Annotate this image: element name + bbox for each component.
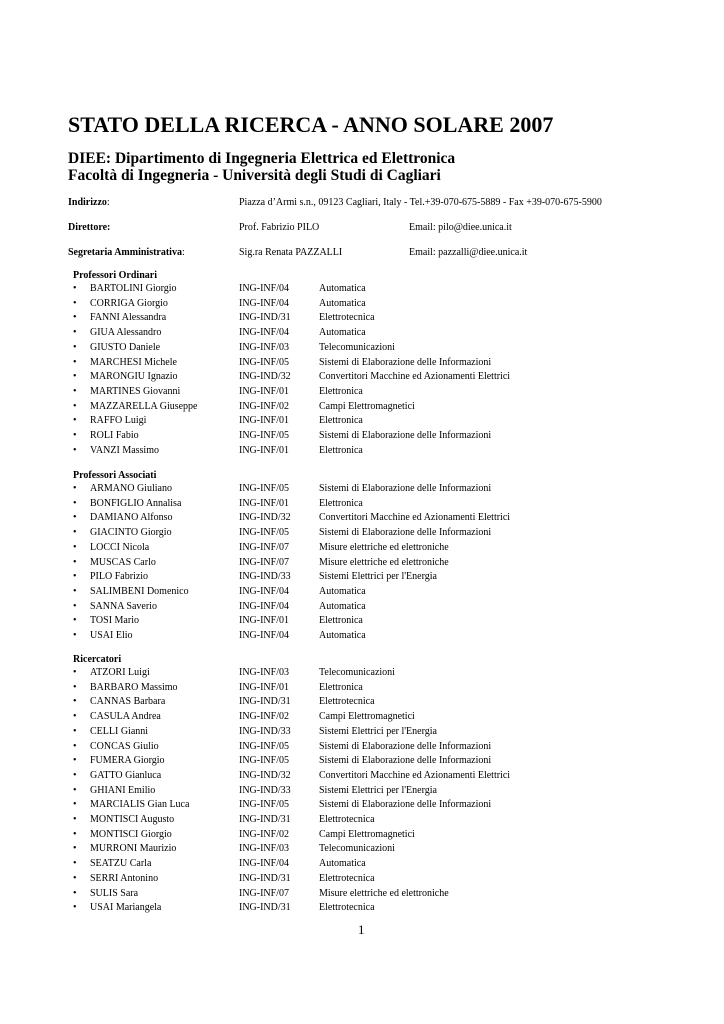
bullet-icon: • xyxy=(73,887,77,899)
address-label: Indirizzo: xyxy=(68,197,110,208)
research-area: Misure elettriche ed elettroniche xyxy=(319,556,449,568)
sector-code: ING-INF/01 xyxy=(239,385,289,397)
person-name: TOSI Mario xyxy=(90,615,139,627)
person-name: GIUSTO Daniele xyxy=(90,341,161,353)
person-name: CELLI Gianni xyxy=(90,725,149,737)
person-name: MONTISCI Augusto xyxy=(90,814,175,825)
bullet-icon: • xyxy=(73,585,77,597)
list-item xyxy=(73,401,633,415)
bullet-icon: • xyxy=(73,740,77,752)
person-name: MARCHESI Michele xyxy=(90,356,177,368)
sector-code: ING-INF/03 xyxy=(239,667,289,678)
list-item xyxy=(73,483,633,497)
research-area: Elettrotecnica xyxy=(319,696,375,708)
research-area: Sistemi Elettrici per l'Energia xyxy=(319,725,437,737)
list-item xyxy=(73,357,633,371)
research-area: Campi Elettromagnetici xyxy=(319,828,415,840)
person-name: FANNI Alessandra xyxy=(90,312,167,324)
research-area: Sistemi di Elaborazione delle Informazioni xyxy=(319,483,492,494)
bullet-icon: • xyxy=(73,527,77,539)
bullet-icon: • xyxy=(73,615,77,627)
sector-code: ING-INF/07 xyxy=(239,556,289,568)
research-area: Campi Elettromagnetici xyxy=(319,400,415,412)
sector-code: ING-IND/32 xyxy=(239,371,291,383)
list-item xyxy=(73,312,633,326)
research-area: Telecomunicazioni xyxy=(319,843,395,855)
list-item xyxy=(73,571,633,585)
bullet-icon: • xyxy=(73,600,77,612)
person-name: RAFFO Luigi xyxy=(90,415,147,427)
person-name: BARTOLINI Giorgio xyxy=(90,283,177,294)
sector-code: ING-INF/03 xyxy=(239,341,289,353)
person-name: GIACINTO Giorgio xyxy=(90,527,172,539)
director-name: Prof. Fabrizio PILO xyxy=(239,222,320,233)
person-name: BONFIGLIO Annalisa xyxy=(90,497,182,509)
research-area: Elettronica xyxy=(319,497,363,509)
bullet-icon: • xyxy=(73,872,77,884)
list-item xyxy=(73,755,633,769)
person-name: GIUA Alessandro xyxy=(90,327,162,339)
department-name: DIEE: Dipartimento di Ingegneria Elettrica ed Elettronica xyxy=(68,150,456,167)
person-name: MUSCAS Carlo xyxy=(90,556,156,568)
sector-code: ING-INF/01 xyxy=(239,681,289,693)
secretary-email: Email: pazzalli@diee.unica.it xyxy=(409,247,528,258)
list-item xyxy=(73,557,633,571)
director-email: Email: pilo@diee.unica.it xyxy=(409,222,512,233)
person-name: CANNAS Barbara xyxy=(90,696,166,708)
research-area: Campi Elettromagnetici xyxy=(319,711,415,723)
sector-code: ING-INF/05 xyxy=(239,755,289,767)
section-heading: Ricercatori xyxy=(73,654,122,665)
list-item xyxy=(73,415,633,429)
bullet-icon: • xyxy=(73,784,77,796)
list-item xyxy=(73,858,633,872)
person-name: ATZORI Luigi xyxy=(90,667,150,678)
list-item xyxy=(73,512,633,526)
bullet-icon: • xyxy=(73,312,77,324)
research-area: Elettronica xyxy=(319,385,363,397)
research-area: Elettronica xyxy=(319,681,363,693)
research-area: Sistemi di Elaborazione delle Informazioni xyxy=(319,527,492,539)
person-name: LOCCI Nicola xyxy=(90,541,150,553)
bullet-icon: • xyxy=(73,902,77,914)
list-item xyxy=(73,888,633,902)
person-name: USAI Mariangela xyxy=(90,902,162,914)
bullet-icon: • xyxy=(73,725,77,737)
person-name: SANNA Saverio xyxy=(90,600,157,612)
bullet-icon: • xyxy=(73,415,77,427)
person-name: GHIANI Emilio xyxy=(90,784,156,796)
sector-code: ING-INF/02 xyxy=(239,828,289,840)
person-name: MARCIALIS Gian Luca xyxy=(90,799,190,811)
director-label: Direttore: xyxy=(68,222,111,233)
sector-code: ING-INF/05 xyxy=(239,483,289,494)
person-name: MONTISCI Giorgio xyxy=(90,828,172,840)
faculty-name: Facoltà di Ingegneria - Università degli Studi di Cagliari xyxy=(68,167,441,184)
bullet-icon: • xyxy=(73,283,77,294)
list-item xyxy=(73,371,633,385)
bullet-icon: • xyxy=(73,828,77,840)
research-area: Automatica xyxy=(319,283,366,294)
list-item xyxy=(73,542,633,556)
bullet-icon: • xyxy=(73,497,77,509)
sector-code: ING-IND/31 xyxy=(239,696,291,708)
bullet-icon: • xyxy=(73,696,77,708)
person-name: PILO Fabrizio xyxy=(90,571,149,583)
sector-code: ING-INF/01 xyxy=(239,497,289,509)
research-area: Convertitori Macchine ed Azionamenti Elettrici xyxy=(319,512,511,524)
bullet-icon: • xyxy=(73,327,77,339)
list-item xyxy=(73,843,633,857)
sector-code: ING-INF/03 xyxy=(239,843,289,855)
list-item xyxy=(73,342,633,356)
bullet-icon: • xyxy=(73,858,77,870)
person-name: FUMERA Giorgio xyxy=(90,755,165,767)
research-area: Sistemi di Elaborazione delle Informazioni xyxy=(319,356,492,368)
research-area: Convertitori Macchine ed Azionamenti Elettrici xyxy=(319,371,511,383)
bullet-icon: • xyxy=(73,430,77,441)
sector-code: ING-INF/04 xyxy=(239,283,289,294)
bullet-icon: • xyxy=(73,483,77,494)
research-area: Elettronica xyxy=(319,415,363,427)
list-item xyxy=(73,615,633,629)
list-item xyxy=(73,829,633,843)
list-item xyxy=(73,327,633,341)
list-item xyxy=(73,799,633,813)
person-name: SALIMBENI Domenico xyxy=(90,585,189,597)
list-item xyxy=(73,630,633,644)
person-name: BARBARO Massimo xyxy=(90,681,178,693)
research-area: Elettrotecnica xyxy=(319,312,375,324)
bullet-icon: • xyxy=(73,385,77,397)
research-area: Automatica xyxy=(319,585,366,597)
research-area: Elettrotecnica xyxy=(319,902,375,914)
list-item xyxy=(73,527,633,541)
research-area: Automatica xyxy=(319,858,366,870)
list-item xyxy=(73,430,633,444)
bullet-icon: • xyxy=(73,444,77,456)
research-area: Elettrotecnica xyxy=(319,814,375,825)
sector-code: ING-INF/01 xyxy=(239,615,289,627)
sector-code: ING-INF/04 xyxy=(239,630,289,641)
research-area: Telecomunicazioni xyxy=(319,667,395,678)
page-title: STATO DELLA RICERCA - ANNO SOLARE 2007 xyxy=(68,112,554,137)
person-name: VANZI Massimo xyxy=(90,444,159,456)
list-item xyxy=(73,873,633,887)
bullet-icon: • xyxy=(73,512,77,524)
sector-code: ING-INF/02 xyxy=(239,711,289,723)
sector-code: ING-INF/05 xyxy=(239,430,289,441)
person-name: MURRONI Maurizio xyxy=(90,843,177,855)
person-name: MARONGIU Ignazio xyxy=(90,371,178,383)
sector-code: ING-IND/31 xyxy=(239,814,291,825)
list-item xyxy=(73,498,633,512)
person-name: SEATZU Carla xyxy=(90,858,152,870)
list-item xyxy=(73,711,633,725)
sector-code: ING-INF/04 xyxy=(239,858,289,870)
research-area: Automatica xyxy=(319,327,366,339)
bullet-icon: • xyxy=(73,341,77,353)
bullet-icon: • xyxy=(73,681,77,693)
sector-code: ING-INF/07 xyxy=(239,541,289,553)
sector-code: ING-INF/05 xyxy=(239,356,289,368)
page-number: 1 xyxy=(358,922,365,937)
sector-code: ING-INF/04 xyxy=(239,297,289,309)
list-item xyxy=(73,386,633,400)
list-item xyxy=(73,601,633,615)
bullet-icon: • xyxy=(73,571,77,583)
bullet-icon: • xyxy=(73,799,77,811)
bullet-icon: • xyxy=(73,814,77,825)
research-area: Elettrotecnica xyxy=(319,872,375,884)
bullet-icon: • xyxy=(73,297,77,309)
section-heading: Professori Associati xyxy=(73,470,157,481)
bullet-icon: • xyxy=(73,843,77,855)
list-item xyxy=(73,586,633,600)
person-name: MARTINES Giovanni xyxy=(90,385,181,397)
bullet-icon: • xyxy=(73,711,77,723)
sector-code: ING-IND/31 xyxy=(239,312,291,324)
sector-code: ING-IND/32 xyxy=(239,769,291,781)
person-name: CORRIGA Giorgio xyxy=(90,297,168,309)
research-area: Elettronica xyxy=(319,615,363,627)
sector-code: ING-INF/01 xyxy=(239,444,289,456)
research-area: Automatica xyxy=(319,600,366,612)
person-name: GATTO Gianluca xyxy=(90,769,162,781)
address-value: Piazza d’Armi s.n., 09123 Cagliari, Italy - Tel.+39-070-675-5889 - Fax +39-070-675-5900 xyxy=(239,197,602,208)
person-name: CONCAS Giulio xyxy=(90,740,159,752)
section-heading: Professori Ordinari xyxy=(73,270,157,281)
sector-code: ING-IND/32 xyxy=(239,512,291,524)
bullet-icon: • xyxy=(73,556,77,568)
person-name: ARMANO Giuliano xyxy=(90,483,172,494)
list-item xyxy=(73,696,633,710)
bullet-icon: • xyxy=(73,356,77,368)
research-area: Sistemi di Elaborazione delle Informazioni xyxy=(319,740,492,752)
sector-code: ING-INF/05 xyxy=(239,740,289,752)
sector-code: ING-INF/04 xyxy=(239,327,289,339)
list-item xyxy=(73,770,633,784)
bullet-icon: • xyxy=(73,541,77,553)
sector-code: ING-IND/33 xyxy=(239,571,291,583)
sector-code: ING-IND/33 xyxy=(239,725,291,737)
list-item xyxy=(73,298,633,312)
research-area: Misure elettriche ed elettroniche xyxy=(319,541,449,553)
bullet-icon: • xyxy=(73,371,77,383)
list-item xyxy=(73,785,633,799)
research-area: Sistemi di Elaborazione delle Informazioni xyxy=(319,799,492,811)
research-area: Sistemi Elettrici per l'Energia xyxy=(319,571,437,583)
list-item xyxy=(73,814,633,828)
research-area: Telecomunicazioni xyxy=(319,341,395,353)
sector-code: ING-INF/04 xyxy=(239,585,289,597)
sector-code: ING-INF/02 xyxy=(239,400,289,412)
sector-code: ING-INF/05 xyxy=(239,799,289,811)
person-name: MAZZARELLA Giuseppe xyxy=(90,400,198,412)
research-area: Automatica xyxy=(319,630,366,641)
person-name: ROLI Fabio xyxy=(90,430,139,441)
sector-code: ING-IND/33 xyxy=(239,784,291,796)
list-item xyxy=(73,902,633,916)
bullet-icon: • xyxy=(73,769,77,781)
research-area: Automatica xyxy=(319,297,366,309)
person-name: CASULA Andrea xyxy=(90,711,161,723)
person-name: SULIS Sara xyxy=(90,887,139,899)
secretary-name: Sig.ra Renata PAZZALLI xyxy=(239,247,343,258)
research-area: Sistemi di Elaborazione delle Informazioni xyxy=(319,755,492,767)
list-item xyxy=(73,682,633,696)
list-item xyxy=(73,667,633,681)
person-name: SERRI Antonino xyxy=(90,872,159,884)
research-area: Convertitori Macchine ed Azionamenti Elettrici xyxy=(319,769,511,781)
list-item xyxy=(73,445,633,459)
bullet-icon: • xyxy=(73,630,77,641)
bullet-icon: • xyxy=(73,400,77,412)
sector-code: ING-INF/01 xyxy=(239,415,289,427)
secretary-label: Segretaria Amministrativa: xyxy=(68,247,185,258)
sector-code: ING-INF/05 xyxy=(239,527,289,539)
research-area: Sistemi Elettrici per l'Energia xyxy=(319,784,437,796)
list-item xyxy=(73,726,633,740)
list-item xyxy=(73,741,633,755)
bullet-icon: • xyxy=(73,755,77,767)
sector-code: ING-IND/31 xyxy=(239,902,291,914)
sector-code: ING-IND/31 xyxy=(239,872,291,884)
research-area: Misure elettriche ed elettroniche xyxy=(319,887,449,899)
person-name: DAMIANO Alfonso xyxy=(90,512,173,524)
research-area: Elettronica xyxy=(319,444,363,456)
research-area: Sistemi di Elaborazione delle Informazioni xyxy=(319,430,492,441)
bullet-icon: • xyxy=(73,667,77,678)
list-item xyxy=(73,283,633,297)
person-name: USAI Elio xyxy=(90,630,133,641)
sector-code: ING-INF/04 xyxy=(239,600,289,612)
sector-code: ING-INF/07 xyxy=(239,887,289,899)
